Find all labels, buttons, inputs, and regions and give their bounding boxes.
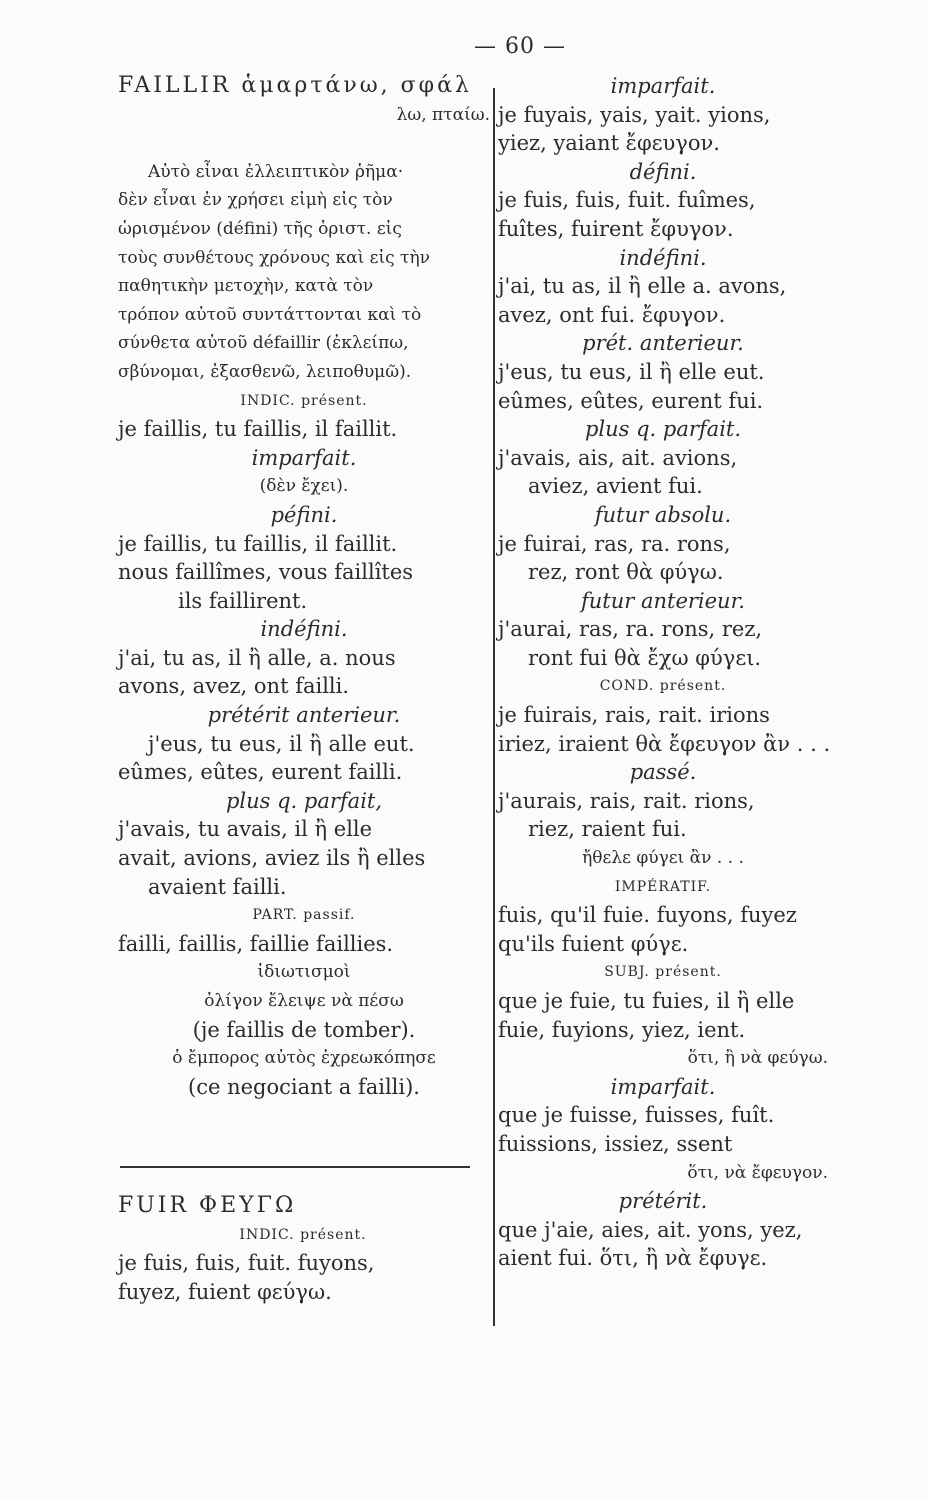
right-column-line: fuie, fuyions, yiez, ient.: [498, 1017, 746, 1042]
right-column-line: ὅτι, ἢ νὰ φεύγω.: [687, 1048, 828, 1069]
right-column-line: ront fui θὰ ἔχω φύγει.: [528, 645, 762, 670]
left-column-line: avons, avez, ont failli.: [118, 674, 350, 699]
left-column-line: Αὐτὸ εἶναι ἐλλειπτικὸν ῥῆμα·: [148, 161, 404, 182]
left-column-line: nous faillîmes, vous faillîtes: [118, 560, 414, 585]
left-column-line: [118, 129, 490, 158]
right-column-line: fuis, qu'il fuie. fuyons, fuyez: [498, 903, 797, 928]
left-column-line: σύνθετα αὐτοῦ défaillir (ἐκλείπω,: [118, 333, 409, 354]
right-column-line: iriez, iraient θὰ ἔφευγον ἂν . . .: [498, 731, 831, 756]
left-column-line: ἰδιωτισμοὶ: [257, 962, 351, 983]
left-column-line: prétérit anterieur.: [207, 703, 401, 728]
right-column-line: que j'aie, aies, ait. yons, yez,: [498, 1217, 803, 1242]
left-column-line: ὀλίγον ἔλειψε νὰ πέσω: [204, 991, 404, 1011]
left-column-line: τοὺς συνθέτους χρόνους καὶ εἰς τὴν: [118, 247, 430, 268]
left-column-line: failli, faillis, faillie faillies.: [118, 931, 394, 956]
fuir-line: je fuis, fuis, fuit. fuyons,: [118, 1251, 375, 1276]
right-column-line: que je fuisse, fuisses, fuît.: [498, 1103, 775, 1128]
right-column-line: qu'ils fuient φύγε.: [498, 931, 689, 956]
right-column-line: défini.: [629, 159, 697, 184]
left-column-line: imparfait.: [251, 445, 357, 470]
column-divider: [493, 88, 495, 1326]
right-column: [498, 72, 831, 1273]
left-column-line: j'ai, tu as, il ἢ alle, a. nous: [118, 645, 396, 670]
right-column-line: j'eus, tu eus, il ἢ elle eut.: [498, 359, 765, 384]
left-column-line: avaient failli.: [148, 874, 287, 899]
left-column-line: τρόπον αὐτοῦ συντάττονται καὶ τὸ: [118, 304, 422, 325]
right-column-line: rez, ront θὰ φύγω.: [528, 560, 724, 585]
right-column-line: fuissions, issiez, ssent: [498, 1131, 733, 1156]
left-column-line: (δὲν ἔχει).: [259, 476, 349, 497]
left-column: [118, 72, 490, 1101]
right-column-line: plus q. parfait.: [584, 417, 742, 442]
left-column-line: ὡρισμένον (défini) τῆς ὁριστ. εἰς: [118, 218, 402, 239]
right-column-line: j'aurai, ras, ra. rons, rez,: [498, 617, 763, 642]
right-column-line: futur absolu.: [594, 502, 732, 527]
left-column-line: INDIC. présent.: [240, 392, 368, 409]
page-number: — 60 —: [474, 34, 566, 59]
fuir-line: fuyez, fuient φεύγω.: [118, 1279, 332, 1304]
right-column-line: ὅτι, νὰ ἔφευγον.: [687, 1162, 828, 1183]
left-column-line: j'eus, tu eus, il ἢ alle eut.: [148, 731, 415, 756]
left-column-line: FAILLIR ἁμαρτάνω, σφάλ: [118, 73, 472, 98]
right-column-line: j'ai, tu as, il ἢ elle a. avons,: [498, 274, 787, 299]
left-column-line: j'avais, tu avais, il ἢ elle: [118, 817, 373, 842]
right-column-line: indéfini.: [619, 245, 707, 270]
fuir-line: FUIR ΦΕΥΓΩ: [118, 1193, 297, 1218]
left-column-line: je faillis, tu faillis, il faillit.: [118, 531, 398, 556]
right-column-line: passé.: [629, 760, 697, 785]
right-column-line: j'avais, ais, ait. avions,: [498, 445, 738, 470]
right-column-line: imparfait.: [610, 1074, 716, 1099]
left-column-line: ὁ ἔμπορος αὐτὸς ἐχρεωκόπησε: [172, 1048, 436, 1069]
left-column-line: je faillis, tu faillis, il faillit.: [118, 417, 398, 442]
left-column-line: σβύνομαι, ἐξασθενῶ, λειποθυμῶ).: [118, 361, 412, 382]
left-column-line: avait, avions, aviez ils ἢ elles: [118, 846, 426, 871]
left-column-line: (je faillis de tomber).: [192, 1017, 416, 1042]
left-column-line: péfini.: [270, 502, 338, 527]
right-column-line: que je fuie, tu fuies, il ἢ elle: [498, 989, 795, 1013]
right-column-line: je fuirai, ras, ra. rons,: [498, 531, 731, 556]
right-column-line: eûmes, eûtes, eurent fui.: [498, 388, 764, 413]
right-column-line: SUBJ. présent.: [604, 964, 722, 981]
right-column-line: riez, raient fui.: [528, 817, 687, 842]
left-column-line: plus q. parfait,: [225, 788, 383, 813]
left-column-line: λω, πταίω.: [396, 104, 490, 125]
left-column-line: indéfini.: [260, 617, 348, 642]
left-column-line: (ce negociant a failli).: [188, 1074, 420, 1099]
section-divider: [120, 1166, 470, 1168]
right-column-line: aient fui. ὅτι, ἢ νὰ ἔφυγε.: [498, 1246, 768, 1271]
fuir-line: INDIC. présent.: [239, 1226, 367, 1243]
right-column-line: prét. anterieur.: [582, 331, 744, 356]
right-column-line: IMPÉRATIF.: [614, 878, 712, 895]
left-column-line: eûmes, eûtes, eurent failli.: [118, 760, 403, 785]
left-column-line: δὲν εἶναι ἐν χρήσει εἰμὴ εἰς τὸν: [118, 190, 393, 211]
right-column-line: ἤθελε φύγει ἂν . . .: [582, 848, 744, 869]
left-column-line: ils faillirent.: [178, 588, 308, 613]
right-column-line: fuîtes, fuirent ἔφυγον.: [498, 216, 734, 241]
right-column-line: yiez, yaiant ἔφευγον.: [498, 131, 720, 156]
right-column-line: COND. présent.: [599, 678, 727, 695]
right-column-line: futur anterieur.: [580, 588, 745, 613]
left-column-line: παθητικὴν μετοχὴν, κατὰ τὸν: [118, 276, 374, 297]
right-column-line: je fuis, fuis, fuit. fuîmes,: [498, 188, 756, 213]
right-column-line: je fuyais, yais, yait. yions,: [498, 102, 771, 127]
right-column-line: j'aurais, rais, rait. rions,: [498, 788, 755, 813]
right-column-line: avez, ont fui. ἔφυγον.: [498, 302, 726, 327]
fuir-entry: [118, 1192, 488, 1306]
left-column-line: PART. passif.: [252, 907, 356, 924]
right-column-line: prétérit.: [618, 1189, 708, 1214]
right-column-line: aviez, avient fui.: [528, 474, 703, 499]
right-column-line: je fuirais, rais, rait. irions: [498, 703, 770, 728]
right-column-line: imparfait.: [610, 74, 716, 98]
